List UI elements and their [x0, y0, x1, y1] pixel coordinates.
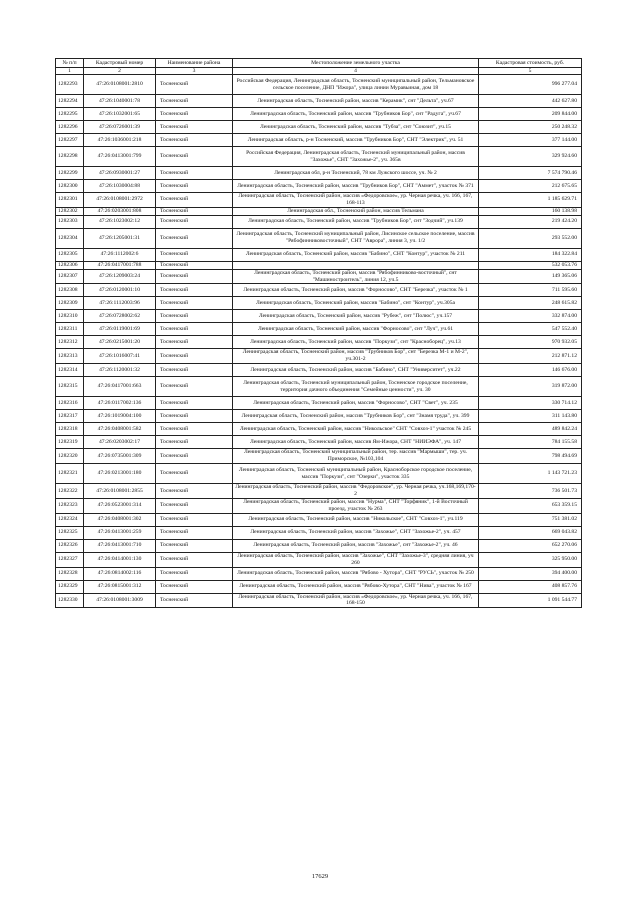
district-cell: Тосненский [156, 310, 233, 323]
cadastral-number-cell: 47:26:0413001:710 [84, 539, 156, 552]
row-number-cell: 1282307 [56, 269, 84, 284]
header-location: Местоположение земельного участка [233, 59, 479, 68]
row-number-cell: 1282299 [56, 167, 84, 180]
cadastral-number-cell: 47:26:0117002:136 [84, 397, 156, 410]
table-row [56, 567, 582, 580]
row-number-cell: 1282308 [56, 284, 84, 297]
cadastral-cost-cell: 146 676.00 [479, 364, 582, 377]
header-cadastral-cost: Кадастровая стоимость, руб. [479, 59, 582, 68]
table-row [56, 593, 582, 608]
cadastral-number-cell: 47:26:1205001:31 [84, 228, 156, 248]
cadastral-cost-cell: 311 143.80 [479, 410, 582, 423]
cadastral-number-cell: 47:26:1032001:65 [84, 108, 156, 121]
cadastral-cost-cell: 394 400.00 [479, 567, 582, 580]
cadastral-cost-cell: 329 924.60 [479, 147, 582, 167]
district-cell: Тосненский [156, 297, 233, 310]
cadastral-cost-cell: 209 844.00 [479, 108, 582, 121]
cadastral-number-cell: 47:26:1112003:96 [84, 297, 156, 310]
cadastral-cost-cell: 652 270.06 [479, 539, 582, 552]
table-row [56, 167, 582, 180]
cadastral-cost-cell: 408 857.76 [479, 580, 582, 593]
column-number-row [56, 68, 582, 75]
table-row [56, 75, 582, 95]
district-cell: Тосненский [156, 552, 233, 567]
location-cell: Ленинградская область, Тосненский район, массив "Трубников Бор", СНТ "Аммет", участок № 371 [233, 180, 479, 193]
cadastral-cost-cell: 250 248.32 [479, 121, 582, 134]
district-cell: Тосненский [156, 228, 233, 248]
table-row [56, 410, 582, 423]
district-cell: Тосненский [156, 215, 233, 228]
row-number-cell: 1282316 [56, 397, 84, 410]
cadastral-cost-cell: 489 842.24 [479, 423, 582, 436]
row-number-cell: 1282314 [56, 364, 84, 377]
location-cell: Ленинградская область, Тосненский район, массив "Нурма", СНТ "Торфяник", 1-й Восточный проезд, участок № 263 [233, 498, 479, 513]
table-row [56, 436, 582, 449]
cadastral-number-cell: 47:26:0417001:663 [84, 377, 156, 397]
location-cell: Ленинградская область, Тосненский район, массив "Никольское", СНТ "Совхоз-1", уч.119 [233, 513, 479, 526]
row-number-cell: 1282328 [56, 567, 84, 580]
cadastral-cost-cell: 377 144.00 [479, 134, 582, 147]
row-number-cell: 1282325 [56, 526, 84, 539]
district-cell: Тосненский [156, 377, 233, 397]
row-number-cell: 1282313 [56, 349, 84, 364]
table-header-row [56, 59, 582, 68]
district-cell: Тосненский [156, 593, 233, 608]
table-row [56, 323, 582, 336]
table-row [56, 539, 582, 552]
location-cell: Ленинградская область, р-н Тосненский, массив "Трубников Бор", СНТ "Электрик", уч. 51 [233, 134, 479, 147]
table-row [56, 147, 582, 167]
cadastral-number-cell: 47:26:1030004:88 [84, 180, 156, 193]
location-cell: Ленинградская область, Тосненский район, массив "Трубников Бор", снт "Радуга", уч.67 [233, 108, 479, 121]
location-cell: Ленинградская область, Тосненский район, массив Ям-Ижора, СНТ "НИИЭФА", уч. 147 [233, 436, 479, 449]
district-cell: Тосненский [156, 323, 233, 336]
row-number-cell: 1282304 [56, 228, 84, 248]
cadastral-value-table [55, 58, 582, 608]
column-number: 3 [156, 68, 233, 75]
location-cell: Ленинградская область, Тосненский район, массив "Никольское" СНТ "Совхоз-1" участок № 245 [233, 423, 479, 436]
table-row [56, 180, 582, 193]
row-number-cell: 1282300 [56, 180, 84, 193]
row-number-cell: 1282295 [56, 108, 84, 121]
cadastral-cost-cell: 330 714.12 [479, 397, 582, 410]
row-number-cell: 1282317 [56, 410, 84, 423]
location-cell: Ленинградская область, Тосненский муниципальный район, Лисинское сельское поселение, массив "Рябофинниковосточный", СНТ "Аврора", линия 3, уч. 1/2 [233, 228, 479, 248]
cadastral-cost-cell: 149 365.06 [479, 269, 582, 284]
cadastral-table-container [55, 58, 581, 608]
row-number-cell: 1282329 [56, 580, 84, 593]
district-cell: Тосненский [156, 539, 233, 552]
row-number-cell: 1282305 [56, 248, 84, 261]
district-cell: Тосненский [156, 464, 233, 484]
district-cell: Тосненский [156, 526, 233, 539]
cadastral-cost-cell: 1 091 544.77 [479, 593, 582, 608]
location-cell: Ленинградская область, Тосненский район, массив "Бабино", снт "Контур", уч.305а [233, 297, 479, 310]
cadastral-number-cell: 47:26:0119001:69 [84, 323, 156, 336]
district-cell: Тосненский [156, 95, 233, 108]
cadastral-number-cell: 47:26:0108001:2855 [84, 484, 156, 499]
cadastral-number-cell: 47:26:1019004:100 [84, 410, 156, 423]
table-row [56, 228, 582, 248]
location-cell: Ленинградская обл., Тосненский район, массив Тельмана [233, 207, 479, 215]
district-cell: Тосненский [156, 410, 233, 423]
location-cell: Ленинградская обл, р-н Тосненский, 78 км Лужского шоссе, уч. № 2 [233, 167, 479, 180]
row-number-cell: 1282315 [56, 377, 84, 397]
district-cell: Тосненский [156, 567, 233, 580]
cadastral-number-cell: 47:26:1112002:6 [84, 248, 156, 261]
location-cell: Ленинградская область, Тосненский район, массив "Форносово", СНТ "Свет", уч. 235 [233, 397, 479, 410]
row-number-cell: 1282311 [56, 323, 84, 336]
location-cell: Ленинградская область, Тосненский район, массив "Захожье", СНТ "Захожье-3", средняя линия, уч 260 [233, 552, 479, 567]
table-row [56, 207, 582, 215]
location-cell: Ленинградская область, Тосненский район, массив "Бабино", СНТ "Университет", уч.22 [233, 364, 479, 377]
cadastral-number-cell: 47:26:0213001:180 [84, 464, 156, 484]
cadastral-cost-cell: 798 494.69 [479, 449, 582, 464]
district-cell: Тосненский [156, 423, 233, 436]
table-row [56, 464, 582, 484]
table-row [56, 310, 582, 323]
table-row [56, 261, 582, 269]
table-row [56, 377, 582, 397]
row-number-cell: 1282302 [56, 207, 84, 215]
cadastral-cost-cell: 293 552.00 [479, 228, 582, 248]
cadastral-number-cell: 47:26:1209003:24 [84, 269, 156, 284]
table-row [56, 349, 582, 364]
location-cell: Ленинградская область, Тосненский район, массив "Бабино", СНТ "Контур", участок № 211 [233, 248, 479, 261]
district-cell: Тосненский [156, 207, 233, 215]
district-cell: Тосненский [156, 513, 233, 526]
table-row [56, 552, 582, 567]
district-cell: Тосненский [156, 580, 233, 593]
cadastral-number-cell: 47:26:1120001:32 [84, 364, 156, 377]
location-cell: Ленинградская область, Тосненский район, массив «Федоровское», ур. Черная речка, уч. 166, 167, 168-150 [233, 593, 479, 608]
district-cell: Тосненский [156, 397, 233, 410]
table-row [56, 397, 582, 410]
location-cell: Ленинградская область, Тосненский район, массив "Рябово - Хутора", СНТ "РУСЬ", участок № 250 [233, 567, 479, 580]
row-number-cell: 1282327 [56, 552, 84, 567]
cadastral-cost-cell: 212 675.65 [479, 180, 582, 193]
location-cell: Ленинградская область, Тосненский район, массив "Трубников Бор", снт "Знамя труда", уч. 399 [233, 410, 479, 423]
table-row [56, 336, 582, 349]
location-cell: Ленинградская область, Тосненский район, массив «Федоровское», ур. Черная речка, уч. 166, 167, 168-113 [233, 193, 479, 208]
cadastral-cost-cell: 219 424.20 [479, 215, 582, 228]
cadastral-number-cell: 47:26:1036001:218 [84, 134, 156, 147]
table-row [56, 134, 582, 147]
location-cell: Российская Федерация, Ленинградская область, Тосненский муниципальный район, массив "Захожье", СНТ "Захожье-2", уч. 365в [233, 147, 479, 167]
cadastral-cost-cell: 319 872.00 [479, 377, 582, 397]
table-row [56, 121, 582, 134]
cadastral-cost-cell: 184 322.84 [479, 248, 582, 261]
location-cell: Ленинградская область, Тосненский район, массив "Рубеж", снт "Полюс", уч.157 [233, 310, 479, 323]
table-row [56, 484, 582, 499]
row-number-cell: 1282312 [56, 336, 84, 349]
cadastral-cost-cell: 784 155.58 [479, 436, 582, 449]
district-cell: Тосненский [156, 121, 233, 134]
cadastral-cost-cell: 970 932.05 [479, 336, 582, 349]
cadastral-cost-cell: 711 595.60 [479, 284, 582, 297]
cadastral-number-cell: 47:26:0408001:582 [84, 423, 156, 436]
location-cell: Российская Федерация, Ленинградская область, Тосненский муниципальный район, Тельмановское сельское поселение, ДНП "Ижора", улица линии Муравьиная, дом 18 [233, 75, 479, 95]
row-number-cell: 1282294 [56, 95, 84, 108]
cadastral-cost-cell: 332 874.00 [479, 310, 582, 323]
district-cell: Тосненский [156, 180, 233, 193]
row-number-cell: 1282319 [56, 436, 84, 449]
cadastral-number-cell: 47:26:0728002:62 [84, 310, 156, 323]
location-cell: Ленинградская область, Тосненский район, массив "Захожье", снт "Захожье-2", уч. 46 [233, 539, 479, 552]
column-number: 5 [479, 68, 582, 75]
location-cell: Ленинградская область, Тосненский район, массив "Трубников Бор", снт "Зодчий", уч.139 [233, 215, 479, 228]
location-cell: Ленинградская область, Тосненский муниципальный район, Тосненское городское поселение, территория дачного объединения "Семейные ценности", уч. 30 [233, 377, 479, 397]
page-number: 17629 [311, 873, 329, 880]
district-cell: Тосненский [156, 364, 233, 377]
location-cell: Ленинградская область, Тосненский муниципальный район, тер. массив "Мармыши", тер. уч. Приморское, №103,104 [233, 449, 479, 464]
location-cell: Ленинградская область, Тосненский район, массив "Рябофинниково-восточный", снт "Машиностроитель", линия 12, уч.5 [233, 269, 479, 284]
row-number-cell: 1282296 [56, 121, 84, 134]
district-cell: Тосненский [156, 75, 233, 95]
cadastral-number-cell: 47:26:0523001:314 [84, 498, 156, 513]
column-number: 4 [233, 68, 479, 75]
row-number-cell: 1282321 [56, 464, 84, 484]
location-cell: Ленинградская область, Тосненский район, массив "Трубников Бор", снт "Березка М-1 и М-2", уч.301-2 [233, 349, 479, 364]
table-row [56, 423, 582, 436]
row-number-cell: 1282303 [56, 215, 84, 228]
cadastral-number-cell: 47:26:0215001:20 [84, 336, 156, 349]
header-cadastral-number: Кадастровый номер [84, 59, 156, 68]
table-row [56, 513, 582, 526]
cadastral-number-cell: 47:26:0203002:17 [84, 436, 156, 449]
location-cell [233, 261, 479, 269]
row-number-cell: 1282320 [56, 449, 84, 464]
cadastral-number-cell: 47:26:0108001:2810 [84, 75, 156, 95]
cadastral-number-cell: 47:26:1023002:12 [84, 215, 156, 228]
location-cell: Ленинградская область, Тосненский район, массив "Форносово", СНТ "Березка", участок № 1 [233, 284, 479, 297]
row-number-cell: 1282322 [56, 484, 84, 499]
table-row [56, 297, 582, 310]
column-number: 1 [56, 68, 84, 75]
table-row [56, 580, 582, 593]
table-row [56, 449, 582, 464]
column-number: 2 [84, 68, 156, 75]
cadastral-cost-cell: 751 381.02 [479, 513, 582, 526]
cadastral-number-cell: 47:26:0417001:788 [84, 261, 156, 269]
cadastral-cost-cell: 547 552.40 [479, 323, 582, 336]
district-cell: Тосненский [156, 349, 233, 364]
cadastral-cost-cell: 736 501.73 [479, 484, 582, 499]
district-cell: Тосненский [156, 269, 233, 284]
table-row [56, 526, 582, 539]
location-cell: Ленинградская область, Тосненский район, массив "Поркузи", снт "Красноборец", уч.13 [233, 336, 479, 349]
cadastral-number-cell: 47:26:0814002:116 [84, 567, 156, 580]
cadastral-cost-cell: 325 950.00 [479, 552, 582, 567]
header-district: Наименование района [156, 59, 233, 68]
row-number-cell: 1282326 [56, 539, 84, 552]
cadastral-number-cell: 47:26:0414001:130 [84, 552, 156, 567]
cadastral-cost-cell: 1 185 629.71 [479, 193, 582, 208]
location-cell: Ленинградская область, Тосненский район, массив "Федоровское", ур. Черная речка, уч.168,169,170-2 [233, 484, 479, 499]
table-row [56, 269, 582, 284]
district-cell: Тосненский [156, 193, 233, 208]
cadastral-cost-cell: 996 277.04 [479, 75, 582, 95]
table-row [56, 248, 582, 261]
cadastral-cost-cell: 669 043.82 [479, 526, 582, 539]
location-cell: Ленинградская область, Тосненский район, массив "Керамик", снт "Дельта", уч.67 [233, 95, 479, 108]
cadastral-number-cell: 47:26:0930001:27 [84, 167, 156, 180]
row-number-cell: 1282309 [56, 297, 84, 310]
location-cell: Ленинградская область, Тосненский район, массив "Захожье", СНТ "Захожье-2", уч. 457 [233, 526, 479, 539]
district-cell: Тосненский [156, 261, 233, 269]
cadastral-cost-cell: 653 359.15 [479, 498, 582, 513]
district-cell: Тосненский [156, 336, 233, 349]
district-cell: Тосненский [156, 484, 233, 499]
row-number-cell: 1282324 [56, 513, 84, 526]
table-row [56, 364, 582, 377]
district-cell: Тосненский [156, 436, 233, 449]
district-cell: Тосненский [156, 167, 233, 180]
cadastral-number-cell: 47:26:0735001:309 [84, 449, 156, 464]
district-cell: Тосненский [156, 284, 233, 297]
cadastral-number-cell: 47:26:0120001:10 [84, 284, 156, 297]
row-number-cell: 1282293 [56, 75, 84, 95]
location-cell: Ленинградская область, Тосненский район, массив "Рябово-Хутора", СНТ "Нива", участок № 167 [233, 580, 479, 593]
cadastral-number-cell: 47:26:0815001:312 [84, 580, 156, 593]
location-cell: Ленинградская область, Тосненский район, массив "Тубза", снт "Союзит", уч.15 [233, 121, 479, 134]
cadastral-number-cell: 47:26:0203001:808 [84, 207, 156, 215]
cadastral-number-cell: 47:26:0408001:302 [84, 513, 156, 526]
row-number-cell: 1282318 [56, 423, 84, 436]
row-number-cell: 1282297 [56, 134, 84, 147]
district-cell: Тосненский [156, 248, 233, 261]
location-cell: Ленинградская область, Тосненский район, массив "Форносово", снт "Луч", уч.61 [233, 323, 479, 336]
row-number-cell: 1282306 [56, 261, 84, 269]
row-number-cell: 1282301 [56, 193, 84, 208]
row-number-cell: 1282298 [56, 147, 84, 167]
district-cell: Тосненский [156, 134, 233, 147]
table-row [56, 193, 582, 208]
cadastral-cost-cell: 212 871.12 [479, 349, 582, 364]
district-cell: Тосненский [156, 449, 233, 464]
cadastral-number-cell: 47:26:1016007:41 [84, 349, 156, 364]
cadastral-cost-cell: 442 627.80 [479, 95, 582, 108]
cadastral-cost-cell: 532 053.76 [479, 261, 582, 269]
table-row [56, 215, 582, 228]
table-row [56, 284, 582, 297]
cadastral-cost-cell: 160 138.98 [479, 207, 582, 215]
cadastral-number-cell: 47:26:0108001:2972 [84, 193, 156, 208]
cadastral-number-cell: 47:26:0726001:39 [84, 121, 156, 134]
table-row [56, 95, 582, 108]
cadastral-cost-cell: 1 143 721.23 [479, 464, 582, 484]
location-cell: Ленинградская область, Тосненский муниципальный район, Красноборское городское поселение, массив "Поркузи", снт "Озерки", участок 335 [233, 464, 479, 484]
cadastral-number-cell: 47:26:0413001:259 [84, 526, 156, 539]
district-cell: Тосненский [156, 498, 233, 513]
district-cell: Тосненский [156, 108, 233, 121]
table-row [56, 108, 582, 121]
table-row [56, 498, 582, 513]
row-number-cell: 1282330 [56, 593, 84, 608]
header-row-number: № п/п [56, 59, 84, 68]
district-cell: Тосненский [156, 147, 233, 167]
row-number-cell: 1282310 [56, 310, 84, 323]
cadastral-number-cell: 47:26:0413001:799 [84, 147, 156, 167]
cadastral-number-cell: 47:26:1040001:78 [84, 95, 156, 108]
cadastral-number-cell: 47:26:0108001:3009 [84, 593, 156, 608]
cadastral-cost-cell: 248 615.82 [479, 297, 582, 310]
table-body [56, 75, 582, 608]
row-number-cell: 1282323 [56, 498, 84, 513]
cadastral-cost-cell: 7 574 790.46 [479, 167, 582, 180]
